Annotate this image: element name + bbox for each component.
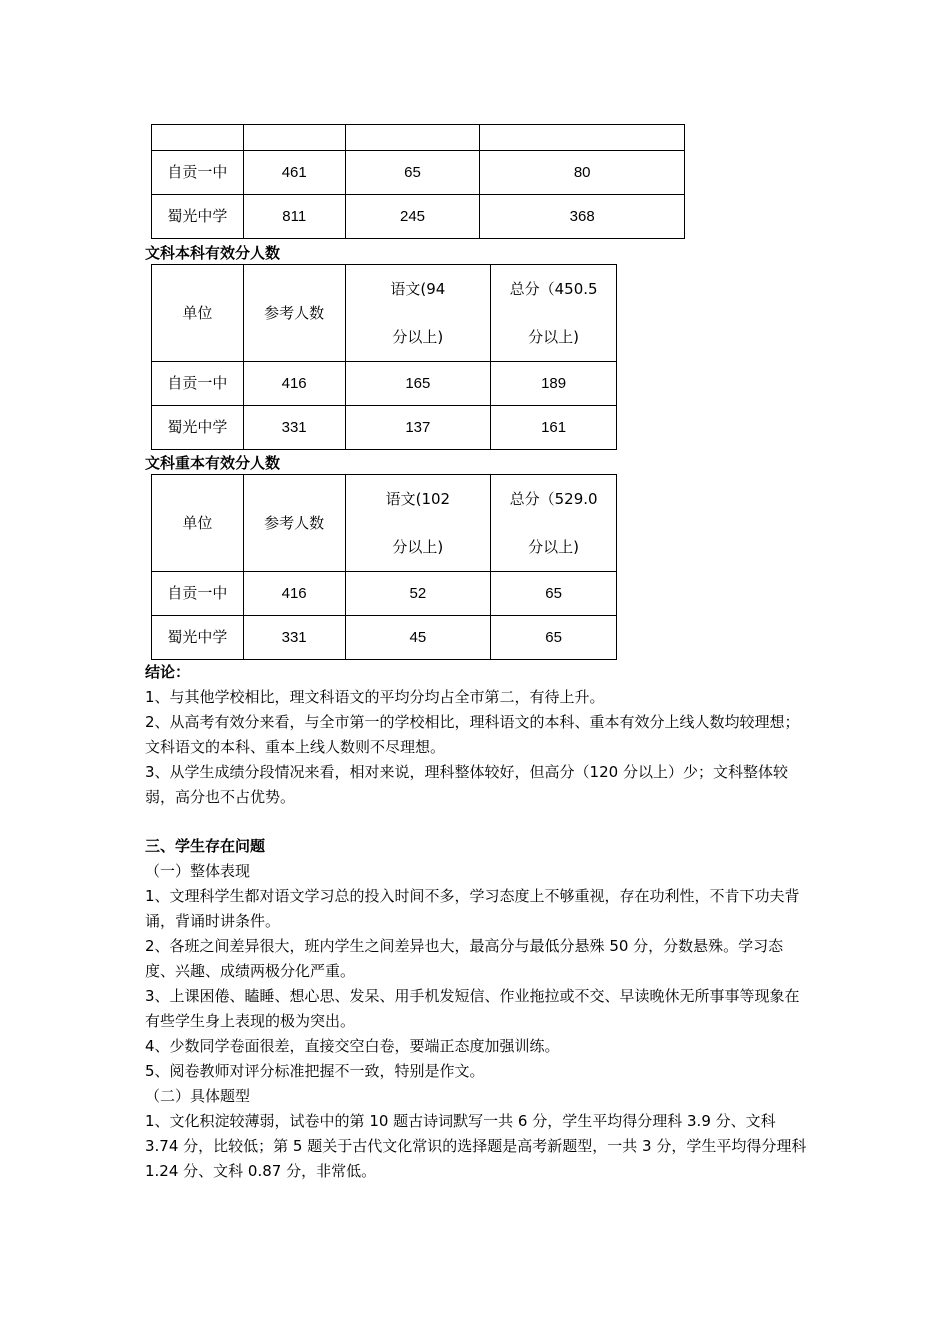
table-cell: 416 xyxy=(243,362,345,406)
table-cell: 蜀光中学 xyxy=(152,406,244,450)
table-cell: 45 xyxy=(345,616,491,660)
subsection-title: （一）整体表现 xyxy=(145,862,251,880)
table-cell: 811 xyxy=(243,195,345,239)
section-title-wen-ben: 文科本科有效分人数 xyxy=(145,244,281,262)
table-cell: 65 xyxy=(345,151,480,195)
conclusion-item: 2、从高考有效分来看，与全市第一的学校相比，理科语文的本科、重本有效分上线人数均较理想；文科语文的本科、重本上线人数则不尽理想。 xyxy=(145,713,800,756)
header-line: 分以上) xyxy=(528,328,580,346)
table-row xyxy=(152,362,617,406)
table-cell: 331 xyxy=(243,406,345,450)
table-cell: 自贡一中 xyxy=(152,362,244,406)
header-line: 分以上) xyxy=(392,328,444,346)
table-li-scores xyxy=(151,124,685,239)
list-item: 2、各班之间差异很大，班内学生之间差异也大，最高分与最低分悬殊 50 分，分数悬殊。学习态度、兴趣、成绩两极分化严重。 xyxy=(145,937,784,980)
table-cell: 461 xyxy=(243,151,345,195)
table-cell xyxy=(152,125,244,151)
table-cell: 331 xyxy=(243,616,345,660)
table-row xyxy=(152,195,685,239)
list-item: 5、阅卷教师对评分标准把握不一致，特别是作文。 xyxy=(145,1062,485,1080)
header-line: 总分（529.0 xyxy=(509,490,598,508)
header-line: 语文(94 xyxy=(390,280,446,298)
table-cell xyxy=(480,125,685,151)
list-item: 3、上课困倦、瞌睡、想心思、发呆、用手机发短信、作业拖拉或不交、早读晚休无所事事等现象在有些学生身上表现的极为突出。 xyxy=(145,987,800,1030)
header-cell xyxy=(491,475,617,572)
table-header-row xyxy=(152,475,617,572)
table-cell: 416 xyxy=(243,572,345,616)
table-cell: 蜀光中学 xyxy=(152,616,244,660)
header-cell xyxy=(345,475,491,572)
header-line: 分以上) xyxy=(528,538,580,556)
table-cell: 161 xyxy=(491,406,617,450)
table-cell: 65 xyxy=(491,616,617,660)
conclusion-block xyxy=(145,660,810,810)
table-row xyxy=(152,125,685,151)
list-item: 1、文化积淀较薄弱，试卷中的第 10 题古诗词默写一共 6 分，学生平均得分理科 3.9 分、文科 3.74 分，比较低；第 5 题关于古代文化常识的选择题是高考新题型，一共 3 分，学生平均得分理科 1.24 分、文科 0.87 分，非常低。 xyxy=(145,1112,807,1180)
table-cell: 蜀光中学 xyxy=(152,195,244,239)
header-cell: 单位 xyxy=(152,265,244,362)
list-item: 4、少数同学卷面很差，直接交空白卷，要端正态度加强训练。 xyxy=(145,1037,560,1055)
table-cell: 52 xyxy=(345,572,491,616)
table-cell xyxy=(345,125,480,151)
header-line: 总分（450.5 xyxy=(509,280,598,298)
table-cell: 自贡一中 xyxy=(152,572,244,616)
section3-title: 三、学生存在问题 xyxy=(145,837,266,855)
table-cell: 165 xyxy=(345,362,491,406)
table-cell: 368 xyxy=(480,195,685,239)
conclusion-title: 结论： xyxy=(145,663,191,681)
table-cell: 137 xyxy=(345,406,491,450)
table-cell: 189 xyxy=(491,362,617,406)
header-line: 语文(102 xyxy=(385,490,451,508)
conclusion-item: 3、从学生成绩分段情况来看，相对来说，理科整体较好，但高分（120 分以上）少；文科整体较弱，高分也不占优势。 xyxy=(145,763,788,806)
section-title-wen-zhong: 文科重本有效分人数 xyxy=(145,454,281,472)
table-row xyxy=(152,151,685,195)
header-cell: 参考人数 xyxy=(243,475,345,572)
header-cell: 参考人数 xyxy=(243,265,345,362)
table-row xyxy=(152,406,617,450)
table-cell: 80 xyxy=(480,151,685,195)
table-header-row xyxy=(152,265,617,362)
section3-block xyxy=(145,834,810,1184)
table-row xyxy=(152,616,617,660)
conclusion-item: 1、与其他学校相比，理文科语文的平均分均占全市第二，有待上升。 xyxy=(145,688,605,706)
subsection-title: （二）具体题型 xyxy=(145,1087,251,1105)
table-cell: 65 xyxy=(491,572,617,616)
header-line: 分以上) xyxy=(392,538,444,556)
header-cell xyxy=(491,265,617,362)
table-wen-ben xyxy=(151,264,617,450)
list-item: 1、文理科学生都对语文学习总的投入时间不多，学习态度上不够重视，存在功利性，不肯下功夫背诵，背诵时讲条件。 xyxy=(145,887,800,930)
table-cell: 自贡一中 xyxy=(152,151,244,195)
table-cell xyxy=(243,125,345,151)
table-row xyxy=(152,572,617,616)
header-cell xyxy=(345,265,491,362)
table-cell: 245 xyxy=(345,195,480,239)
header-cell: 单位 xyxy=(152,475,244,572)
table-wen-zhong xyxy=(151,474,617,660)
